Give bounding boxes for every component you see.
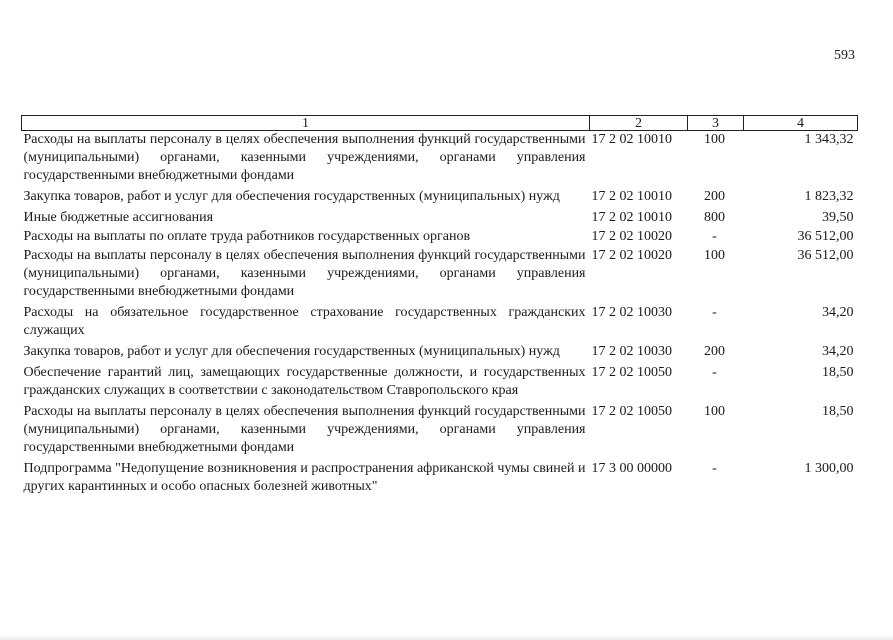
table-row bbox=[22, 247, 858, 304]
row-type: - bbox=[712, 229, 717, 244]
row-code: 17 2 02 10020 bbox=[591, 248, 672, 263]
row-type: - bbox=[712, 365, 717, 380]
budget-table bbox=[21, 115, 858, 497]
row-code: 17 2 02 10030 bbox=[591, 344, 672, 359]
table-row bbox=[22, 228, 858, 247]
row-description: Расходы на выплаты по оплате труда работников государственных органов bbox=[23, 229, 471, 244]
column-header-type: 3 bbox=[688, 116, 744, 131]
row-description: Расходы на выплаты персоналу в целях обеспечения выполнения функций государственными (муниципальными) органами, казенными учреждениями, органами управления государственными внебюджетными фондами bbox=[23, 248, 586, 299]
row-type: 100 bbox=[704, 132, 725, 147]
row-amount: 1 300,00 bbox=[804, 461, 854, 476]
row-description: Иные бюджетные ассигнования bbox=[23, 210, 214, 225]
page-number: 593 bbox=[834, 48, 855, 63]
row-amount: 34,20 bbox=[822, 344, 854, 359]
row-amount: 1 343,32 bbox=[804, 132, 854, 147]
row-amount: 1 823,32 bbox=[804, 189, 854, 204]
row-amount: 39,50 bbox=[822, 210, 854, 225]
row-code: 17 2 02 10030 bbox=[591, 305, 672, 320]
table-row bbox=[22, 403, 858, 460]
column-header-code: 2 bbox=[590, 116, 688, 131]
row-type: 100 bbox=[704, 404, 725, 419]
row-type: 200 bbox=[704, 189, 725, 204]
row-amount: 36 512,00 bbox=[797, 248, 854, 263]
row-description: Обеспечение гарантий лиц, замещающих государственные должности, и государственных гражданских служащих в соответствии с законодательством Ставропольского края bbox=[23, 365, 586, 398]
table-row bbox=[22, 304, 858, 343]
row-code: 17 2 02 10050 bbox=[591, 365, 672, 380]
row-type: 200 bbox=[704, 344, 725, 359]
row-code: 17 2 02 10010 bbox=[591, 189, 672, 204]
row-description: Расходы на выплаты персоналу в целях обеспечения выполнения функций государственными (муниципальными) органами, казенными учреждениями, органами управления государственными внебюджетными фондами bbox=[23, 132, 586, 183]
row-type: - bbox=[712, 305, 717, 320]
row-description: Подпрограмма "Недопущение возникновения и распространения африканской чумы свиней и других карантинных и особо опасных болезней животных" bbox=[23, 461, 586, 494]
row-code: 17 2 02 10020 bbox=[591, 229, 672, 244]
row-code: 17 2 02 10010 bbox=[591, 210, 672, 225]
row-code: 17 2 02 10010 bbox=[591, 132, 672, 147]
row-description: Закупка товаров, работ и услуг для обеспечения государственных (муниципальных) нужд bbox=[23, 344, 560, 359]
table-row bbox=[22, 188, 858, 209]
row-type: 800 bbox=[704, 210, 725, 225]
table-row bbox=[22, 364, 858, 403]
table-row bbox=[22, 343, 858, 364]
scan-edge-shadow bbox=[0, 634, 893, 640]
column-header-description: 1 bbox=[22, 116, 590, 131]
row-code: 17 3 00 00000 bbox=[591, 461, 672, 476]
row-type: - bbox=[712, 461, 717, 476]
row-description: Расходы на выплаты персоналу в целях обеспечения выполнения функций государственными (муниципальными) органами, казенными учреждениями, органами управления государственными внебюджетными фондами bbox=[23, 404, 586, 455]
row-type: 100 bbox=[704, 248, 725, 263]
column-header-amount: 4 bbox=[744, 116, 858, 131]
table-header-row bbox=[22, 116, 858, 131]
row-description: Расходы на обязательное государственное страхование государственных гражданских служащих bbox=[23, 305, 586, 338]
table-row bbox=[22, 209, 858, 228]
row-code: 17 2 02 10050 bbox=[591, 404, 672, 419]
row-amount: 34,20 bbox=[822, 305, 854, 320]
row-description: Закупка товаров, работ и услуг для обеспечения государственных (муниципальных) нужд bbox=[23, 189, 560, 204]
row-amount: 18,50 bbox=[822, 404, 854, 419]
row-amount: 36 512,00 bbox=[797, 229, 854, 244]
row-amount: 18,50 bbox=[822, 365, 854, 380]
table-row bbox=[22, 131, 858, 189]
table-row bbox=[22, 460, 858, 497]
